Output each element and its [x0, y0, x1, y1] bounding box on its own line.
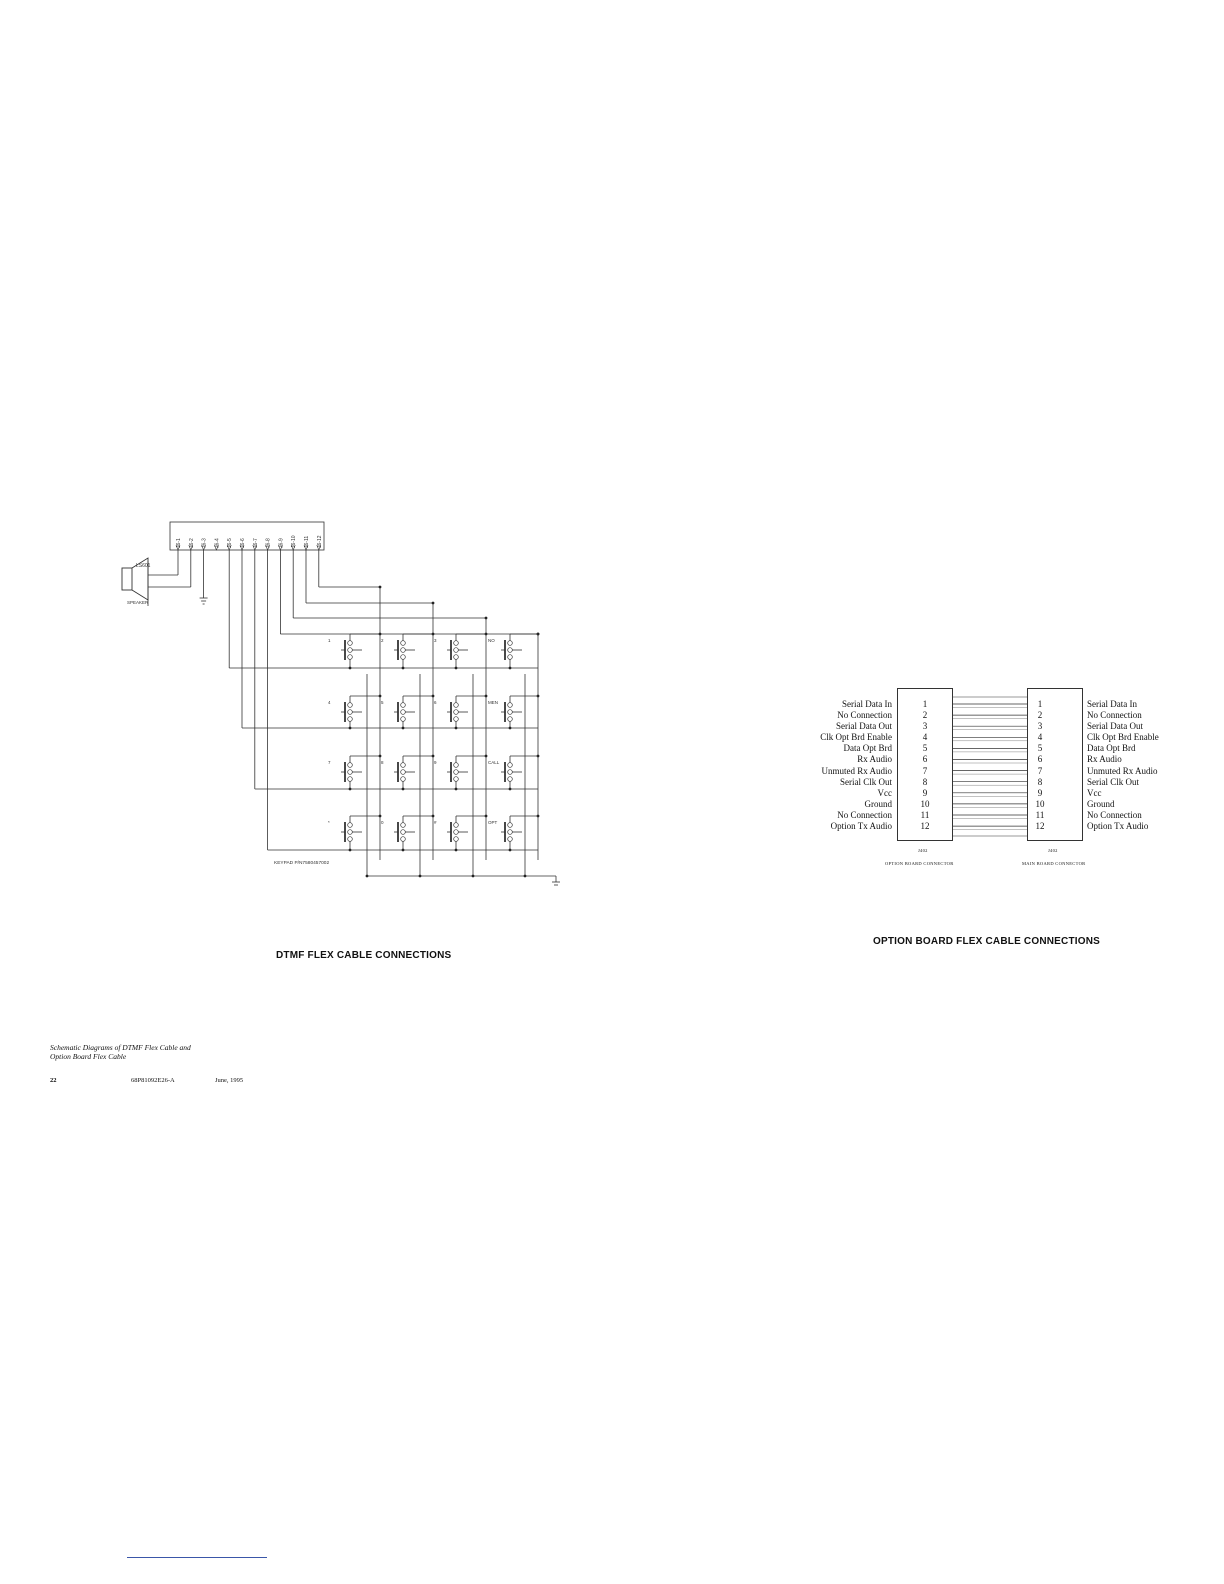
key-label: MEN — [488, 700, 498, 705]
key-label: 8 — [381, 760, 384, 765]
main-board-signal: Unmuted Rx Audio — [1087, 765, 1158, 776]
option-board-pin: 6 — [922, 754, 928, 765]
main-board-pin: 8 — [1037, 776, 1043, 787]
key-label: CALL — [488, 760, 500, 765]
key-label: OPT — [488, 820, 498, 825]
main-board-pin: 1 — [1037, 699, 1043, 709]
key-label: 3 — [434, 638, 437, 643]
main-board-pin: 12 — [1035, 821, 1045, 832]
option-board-connector-ref: J402 — [918, 848, 928, 853]
main-board-signal: Vcc — [1087, 787, 1102, 798]
main-board-signal: Serial Data Out — [1087, 721, 1143, 732]
option-board-signal: Option Tx Audio — [830, 821, 892, 832]
footer-title — [50, 1043, 191, 1061]
main-board-pin: 9 — [1037, 787, 1043, 798]
option-board-connector-name: OPTION BOARD CONNECTOR — [885, 861, 954, 866]
option-board-pin: 4 — [922, 732, 928, 743]
option-board-pin: 8 — [922, 776, 928, 787]
key-label: # — [434, 820, 437, 825]
main-board-signal: Ground — [1087, 798, 1115, 809]
option-board-signal: Serial Clk Out — [840, 776, 892, 787]
option-board-signal: Rx Audio — [857, 754, 892, 765]
j6-pin-label: J6-6 — [240, 538, 246, 548]
key-label: 1 — [328, 638, 331, 643]
option-board-pin: 9 — [922, 787, 928, 798]
keypad-part-label: KEYPAD P/N7580457002 — [274, 861, 330, 866]
j6-pin-label: J6-11 — [304, 535, 310, 548]
key-label: 2 — [381, 638, 384, 643]
j6-pin-label: J6-5 — [227, 538, 234, 548]
j6-pin-label: J6-7 — [252, 538, 259, 548]
j6-pin-label: J6-12 — [316, 535, 323, 548]
option-board-signal: No Connection — [837, 710, 892, 721]
j6-pin-label: J6-2 — [188, 538, 195, 548]
page-number: 22 — [50, 1077, 57, 1084]
footer-title-line2: Option Board Flex Cable — [50, 1052, 127, 1061]
option-board-signal: Serial Data Out — [836, 721, 892, 732]
j6-pin-label: J6-4 — [214, 538, 221, 548]
main-board-signal: Clk Opt Brd Enable — [1087, 732, 1159, 743]
j6-pin-label: J6-9 — [278, 538, 285, 548]
main-board-connector-name: MAIN BOARD CONNECTOR — [1022, 861, 1086, 866]
option-board-pin: 5 — [922, 743, 928, 754]
option-board-pin-list — [897, 699, 953, 832]
main-board-pin: 6 — [1037, 754, 1043, 765]
doc-date: June, 1995 — [215, 1077, 244, 1084]
option-board-pin: 7 — [922, 765, 928, 776]
key-label: 9 — [434, 760, 437, 765]
j6-pin-label: J6-8 — [265, 538, 272, 548]
option-board-signal-list — [780, 699, 892, 832]
main-board-signal: Data Opt Brd — [1087, 743, 1136, 754]
main-board-signal: No Connection — [1087, 809, 1142, 820]
key-label: * — [328, 820, 330, 825]
main-board-pin: 7 — [1037, 765, 1043, 776]
main-board-signal-list — [1087, 699, 1197, 832]
option-board-pin: 3 — [922, 721, 928, 732]
option-board-signal: No Connection — [837, 809, 892, 820]
option-board-signal: Serial Data In — [842, 699, 892, 709]
option-board-signal: Clk Opt Brd Enable — [820, 732, 892, 743]
option-board-signal: Ground — [864, 798, 892, 809]
option-board-caption: OPTION BOARD FLEX CABLE CONNECTIONS — [873, 936, 1101, 947]
j6-pin-label: J6-1 — [176, 538, 182, 548]
main-board-pin: 3 — [1037, 721, 1043, 732]
doc-number: 68P81092E26-A — [131, 1077, 175, 1084]
main-board-connector-ref: J402 — [1048, 848, 1058, 853]
main-board-signal: Serial Data In — [1087, 699, 1137, 709]
option-board-signal: Unmuted Rx Audio — [821, 765, 892, 776]
j6-pin-label: J6-3 — [201, 538, 208, 548]
main-board-pin: 2 — [1037, 710, 1043, 721]
speaker-name: SPEAKER — [127, 600, 149, 605]
option-board-pin: 12 — [920, 821, 930, 832]
main-board-signal: Serial Clk Out — [1087, 776, 1139, 787]
key-label: 7 — [328, 760, 331, 765]
key-label: 5 — [381, 700, 384, 705]
main-board-pin: 5 — [1037, 743, 1043, 754]
option-board-pin: 1 — [922, 699, 928, 709]
main-board-pin: 10 — [1035, 798, 1045, 809]
option-board-signal: Vcc — [877, 787, 892, 798]
option-board-pin: 10 — [920, 798, 930, 809]
option-board-signal: Data Opt Brd — [843, 743, 892, 754]
j6-pin-label: J6-10 — [291, 535, 298, 548]
main-board-signal: No Connection — [1087, 710, 1142, 721]
bottom-rule — [127, 1557, 267, 1558]
dtmf-caption: DTMF FLEX CABLE CONNECTIONS — [276, 950, 452, 961]
main-board-signal: Option Tx Audio — [1087, 821, 1149, 832]
main-board-signal: Rx Audio — [1087, 754, 1122, 765]
main-board-pin: 4 — [1037, 732, 1043, 743]
key-label: 0 — [381, 820, 384, 825]
option-board-pin: 2 — [922, 710, 928, 721]
main-board-pin-list — [1012, 699, 1068, 832]
option-board-pin: 11 — [920, 809, 930, 820]
main-board-pin: 11 — [1035, 809, 1045, 820]
key-label: 6 — [434, 700, 437, 705]
key-label: NO — [488, 638, 495, 643]
speaker-ref: LS601 — [136, 563, 151, 569]
key-label: 4 — [328, 700, 331, 705]
footer-title-line1: Schematic Diagrams of DTMF Flex Cable and — [50, 1043, 191, 1052]
